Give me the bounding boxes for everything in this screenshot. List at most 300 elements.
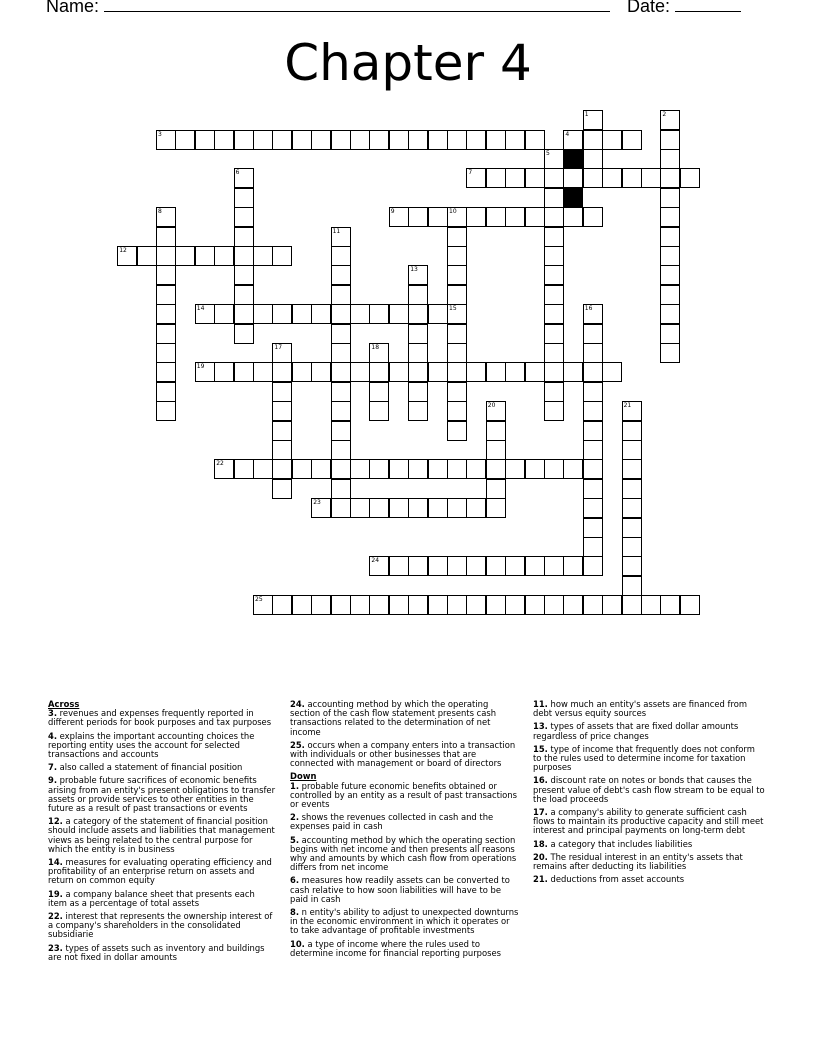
grid-cell[interactable] [544, 285, 564, 305]
grid-cell[interactable] [234, 265, 254, 285]
grid-cell[interactable] [563, 556, 583, 576]
grid-cell[interactable] [544, 188, 564, 208]
clue-item [290, 782, 520, 810]
grid-cell[interactable] [447, 362, 467, 382]
grid-cell[interactable] [234, 459, 254, 479]
grid-cell[interactable] [156, 265, 176, 285]
grid-cell[interactable] [447, 130, 467, 150]
grid-cell[interactable] [214, 304, 234, 324]
grid-cell[interactable] [175, 246, 195, 266]
grid-cell[interactable] [156, 362, 176, 382]
grid-cell[interactable] [234, 362, 254, 382]
black-cell [563, 149, 583, 169]
grid-cell[interactable] [272, 130, 292, 150]
grid-cell[interactable] [622, 518, 642, 538]
clue-number: 12 [119, 247, 127, 254]
grid-cell[interactable] [563, 207, 583, 227]
grid-cell[interactable] [583, 110, 603, 130]
grid-cell[interactable] [466, 556, 486, 576]
grid-cell[interactable] [428, 498, 448, 518]
clue-item [533, 840, 765, 849]
clue-item-text: interest that represents the ownership interest of a company's shareholders in the consolidated subsidiarie [48, 911, 273, 940]
grid-cell[interactable] [544, 149, 564, 169]
grid-cell[interactable] [272, 421, 292, 441]
grid-cell[interactable] [137, 246, 157, 266]
grid-cell[interactable] [350, 595, 370, 615]
clue-item-number: 3. [48, 708, 58, 719]
grid-cell[interactable] [544, 459, 564, 479]
grid-cell[interactable] [117, 246, 137, 266]
grid-cell[interactable] [660, 304, 680, 324]
grid-cell[interactable] [583, 537, 603, 557]
grid-cell[interactable] [272, 362, 292, 382]
grid-cell[interactable] [408, 498, 428, 518]
grid-cell[interactable] [369, 459, 389, 479]
grid-cell[interactable] [525, 207, 545, 227]
grid-cell[interactable] [466, 498, 486, 518]
grid-cell[interactable] [563, 362, 583, 382]
grid-cell[interactable] [214, 246, 234, 266]
grid-cell[interactable] [156, 285, 176, 305]
grid-cell[interactable] [350, 498, 370, 518]
grid-cell[interactable] [583, 168, 603, 188]
grid-cell[interactable] [660, 246, 680, 266]
grid-cell[interactable] [525, 168, 545, 188]
grid-cell[interactable] [583, 382, 603, 402]
grid-cell[interactable] [466, 130, 486, 150]
grid-cell[interactable] [234, 188, 254, 208]
grid-cell[interactable] [369, 595, 389, 615]
grid-cell[interactable] [544, 324, 564, 344]
grid-cell[interactable] [234, 324, 254, 344]
grid-cell[interactable] [660, 130, 680, 150]
grid-cell[interactable] [660, 207, 680, 227]
clue-item-number: 19. [48, 888, 63, 899]
grid-cell[interactable] [253, 362, 273, 382]
grid-cell[interactable] [447, 227, 467, 247]
clue-item-text: The residual interest in an entity's assets that remains after deducting its liabilities [533, 851, 743, 872]
grid-cell[interactable] [525, 130, 545, 150]
grid-cell[interactable] [234, 207, 254, 227]
grid-cell[interactable] [486, 401, 506, 421]
grid-cell[interactable] [583, 304, 603, 324]
grid-cell[interactable] [331, 421, 351, 441]
grid-cell[interactable] [466, 459, 486, 479]
clues-column-1 [48, 700, 276, 966]
grid-cell[interactable] [331, 498, 351, 518]
clue-number: 10 [449, 208, 457, 216]
grid-cell[interactable] [369, 498, 389, 518]
clue-item-number: 16. [533, 775, 548, 786]
grid-cell[interactable] [369, 130, 389, 150]
grid-cell[interactable] [195, 246, 215, 266]
clue-item-text: accounting method by which the operating section of the cash flow statement presents cash transactions related to the determination of net income [290, 699, 496, 737]
clue-item-text: occurs when a company enters into a transaction with individuals or other businesses that are connected with management or board of directors [290, 739, 516, 769]
grid-cell[interactable] [447, 343, 467, 363]
grid-cell[interactable] [447, 382, 467, 402]
grid-cell[interactable] [272, 459, 292, 479]
grid-cell[interactable] [680, 168, 700, 188]
grid-cell[interactable] [583, 556, 603, 576]
clue-item-number: 4. [48, 730, 58, 741]
grid-cell[interactable] [544, 556, 564, 576]
grid-cell[interactable] [369, 382, 389, 402]
grid-cell[interactable] [389, 459, 409, 479]
grid-cell[interactable] [272, 304, 292, 324]
grid-cell[interactable] [447, 595, 467, 615]
grid-cell[interactable] [253, 459, 273, 479]
grid-cell[interactable] [486, 595, 506, 615]
grid-cell[interactable] [331, 343, 351, 363]
grid-cell[interactable] [447, 556, 467, 576]
grid-cell[interactable] [505, 130, 525, 150]
grid-cell[interactable] [195, 362, 215, 382]
grid-cell[interactable] [369, 362, 389, 382]
grid-cell[interactable] [447, 401, 467, 421]
grid-cell[interactable] [156, 401, 176, 421]
grid-cell[interactable] [486, 459, 506, 479]
grid-cell[interactable] [583, 401, 603, 421]
grid-cell[interactable] [331, 246, 351, 266]
grid-cell[interactable] [428, 130, 448, 150]
clue-number: 9 [390, 208, 395, 216]
grid-cell[interactable] [389, 362, 409, 382]
grid-cell[interactable] [408, 459, 428, 479]
grid-cell[interactable] [583, 421, 603, 441]
clue-item [533, 745, 765, 773]
grid-cell[interactable] [311, 130, 331, 150]
clue-number: 3 [158, 130, 162, 138]
grid-cell[interactable] [447, 324, 467, 344]
grid-cell[interactable] [331, 440, 351, 460]
grid-cell[interactable] [660, 324, 680, 344]
clue-item-number: 15. [533, 743, 548, 754]
grid-cell[interactable] [583, 498, 603, 518]
clue-item-text: shows the revenues collected in cash and the expenses paid in cash [290, 812, 494, 832]
grid-cell[interactable] [447, 265, 467, 285]
grid-cell[interactable] [292, 304, 312, 324]
grid-cell[interactable] [447, 421, 467, 441]
grid-cell[interactable] [622, 130, 642, 150]
grid-cell[interactable] [156, 246, 176, 266]
grid-cell[interactable] [253, 304, 273, 324]
grid-cell[interactable] [311, 304, 331, 324]
grid-cell[interactable] [563, 595, 583, 615]
clue-item-number: 18. [533, 838, 548, 849]
grid-cell[interactable] [622, 401, 642, 421]
clue-item-text: measures how readily assets can be converted to cash relative to how soon liabilities will have to be paid in cash [290, 875, 510, 904]
grid-cell[interactable] [350, 459, 370, 479]
clue-number: 23 [313, 499, 321, 507]
grid-cell[interactable] [602, 595, 622, 615]
grid-cell[interactable] [195, 130, 215, 150]
grid-cell[interactable] [525, 595, 545, 615]
grid-cell[interactable] [505, 168, 525, 188]
grid-cell[interactable] [622, 537, 642, 557]
grid-cell[interactable] [311, 362, 331, 382]
clue-item [290, 940, 520, 958]
grid-cell[interactable] [272, 595, 292, 615]
grid-cell[interactable] [447, 246, 467, 266]
grid-cell[interactable] [369, 304, 389, 324]
grid-cell[interactable] [583, 207, 603, 227]
grid-cell[interactable] [156, 304, 176, 324]
grid-cell[interactable] [389, 498, 409, 518]
grid-cell[interactable] [660, 168, 680, 188]
grid-cell[interactable] [486, 556, 506, 576]
grid-cell[interactable] [466, 362, 486, 382]
clue-item [290, 700, 520, 737]
grid-cell[interactable] [311, 498, 331, 518]
grid-cell[interactable] [272, 382, 292, 402]
grid-cell[interactable] [447, 207, 467, 227]
grid-cell[interactable] [583, 440, 603, 460]
grid-cell[interactable] [311, 595, 331, 615]
date-label: Date: [627, 0, 671, 16]
grid-cell[interactable] [544, 343, 564, 363]
grid-cell[interactable] [389, 595, 409, 615]
clue-item [533, 808, 765, 836]
grid-cell[interactable] [331, 479, 351, 499]
grid-cell[interactable] [660, 595, 680, 615]
grid-cell[interactable] [525, 362, 545, 382]
grid-cell[interactable] [350, 304, 370, 324]
grid-cell[interactable] [214, 362, 234, 382]
grid-cell[interactable] [234, 130, 254, 150]
grid-cell[interactable] [660, 149, 680, 169]
grid-cell[interactable] [486, 479, 506, 499]
grid-cell[interactable] [369, 343, 389, 363]
grid-cell[interactable] [331, 382, 351, 402]
grid-cell[interactable] [292, 595, 312, 615]
grid-cell[interactable] [447, 459, 467, 479]
grid-cell[interactable] [214, 130, 234, 150]
grid-cell[interactable] [583, 149, 603, 169]
grid-cell[interactable] [583, 595, 603, 615]
grid-cell[interactable] [408, 265, 428, 285]
grid-cell[interactable] [602, 362, 622, 382]
clue-number: 5 [546, 150, 550, 157]
grid-cell[interactable] [622, 498, 642, 518]
grid-cell[interactable] [331, 265, 351, 285]
grid-cell[interactable] [544, 168, 564, 188]
grid-cell[interactable] [486, 421, 506, 441]
grid-cell[interactable] [234, 246, 254, 266]
grid-cell[interactable] [369, 556, 389, 576]
grid-cell[interactable] [408, 285, 428, 305]
grid-cell[interactable] [563, 459, 583, 479]
grid-cell[interactable] [622, 479, 642, 499]
clues-column-3 [533, 700, 765, 888]
grid-cell[interactable] [660, 343, 680, 363]
grid-cell[interactable] [602, 168, 622, 188]
grid-cell[interactable] [156, 130, 176, 150]
grid-cell[interactable] [331, 304, 351, 324]
grid-cell[interactable] [272, 440, 292, 460]
clue-item-text: a company's ability to generate sufficient cash flows to maintain its productive capacity and still meet interest and principal payments on long-term debt [533, 807, 764, 836]
grid-cell[interactable] [331, 595, 351, 615]
grid-cell[interactable] [583, 459, 603, 479]
grid-cell[interactable] [408, 130, 428, 150]
grid-cell[interactable] [583, 518, 603, 538]
grid-cell[interactable] [408, 556, 428, 576]
grid-cell[interactable] [311, 459, 331, 479]
grid-cell[interactable] [447, 285, 467, 305]
grid-cell[interactable] [234, 304, 254, 324]
grid-cell[interactable] [622, 556, 642, 576]
grid-cell[interactable] [331, 401, 351, 421]
grid-cell[interactable] [641, 168, 661, 188]
grid-cell[interactable] [234, 285, 254, 305]
grid-cell[interactable] [583, 343, 603, 363]
grid-cell[interactable] [544, 362, 564, 382]
grid-cell[interactable] [408, 304, 428, 324]
grid-cell[interactable] [350, 130, 370, 150]
grid-cell[interactable] [389, 130, 409, 150]
clue-item [48, 817, 276, 854]
grid-cell[interactable] [272, 479, 292, 499]
grid-cell[interactable] [331, 324, 351, 344]
grid-cell[interactable] [544, 227, 564, 247]
grid-cell[interactable] [195, 304, 215, 324]
grid-cell[interactable] [331, 285, 351, 305]
grid-cell[interactable] [428, 595, 448, 615]
grid-cell[interactable] [408, 382, 428, 402]
grid-cell[interactable] [466, 207, 486, 227]
grid-cell[interactable] [660, 265, 680, 285]
grid-cell[interactable] [408, 401, 428, 421]
grid-cell[interactable] [234, 168, 254, 188]
grid-cell[interactable] [428, 304, 448, 324]
grid-cell[interactable] [408, 207, 428, 227]
grid-cell[interactable] [408, 324, 428, 344]
grid-cell[interactable] [525, 459, 545, 479]
clue-number: 18 [371, 344, 380, 351]
clue-item-number: 23. [48, 942, 63, 953]
grid-cell[interactable] [466, 595, 486, 615]
grid-cell[interactable] [544, 304, 564, 324]
grid-cell[interactable] [660, 227, 680, 247]
clue-item [48, 732, 276, 760]
grid-cell[interactable] [486, 130, 506, 150]
grid-cell[interactable] [389, 556, 409, 576]
grid-cell[interactable] [253, 130, 273, 150]
grid-cell[interactable] [389, 304, 409, 324]
grid-cell[interactable] [660, 110, 680, 130]
grid-cell[interactable] [466, 168, 486, 188]
grid-cell[interactable] [408, 595, 428, 615]
grid-cell[interactable] [253, 595, 273, 615]
grid-cell[interactable] [272, 343, 292, 363]
clue-item-text: deductions from asset accounts [547, 874, 685, 885]
grid-cell[interactable] [622, 168, 642, 188]
grid-cell[interactable] [544, 246, 564, 266]
grid-cell[interactable] [156, 207, 176, 227]
grid-cell[interactable] [583, 479, 603, 499]
clue-item-number: 22. [48, 911, 63, 922]
grid-cell[interactable] [563, 130, 583, 150]
grid-cell[interactable] [544, 207, 564, 227]
grid-cell[interactable] [408, 343, 428, 363]
grid-cell[interactable] [234, 227, 254, 247]
grid-cell[interactable] [408, 362, 428, 382]
grid-cell[interactable] [369, 401, 389, 421]
grid-cell[interactable] [486, 498, 506, 518]
grid-cell[interactable] [583, 130, 603, 150]
grid-cell[interactable] [505, 207, 525, 227]
grid-cell[interactable] [253, 246, 273, 266]
grid-cell[interactable] [428, 556, 448, 576]
grid-cell[interactable] [428, 207, 448, 227]
grid-cell[interactable] [350, 362, 370, 382]
clue-item [48, 912, 276, 940]
clue-number: 7 [468, 169, 473, 177]
grid-cell[interactable] [525, 556, 545, 576]
grid-cell[interactable] [272, 401, 292, 421]
grid-cell[interactable] [583, 324, 603, 344]
grid-cell[interactable] [544, 401, 564, 421]
grid-cell[interactable] [486, 440, 506, 460]
grid-cell[interactable] [331, 362, 351, 382]
grid-cell[interactable] [331, 459, 351, 479]
grid-cell[interactable] [428, 362, 448, 382]
grid-cell[interactable] [292, 362, 312, 382]
grid-cell[interactable] [563, 168, 583, 188]
grid-cell[interactable] [447, 498, 467, 518]
grid-cell[interactable] [622, 595, 642, 615]
clue-item-number: 11. [533, 699, 548, 709]
grid-cell[interactable] [680, 595, 700, 615]
grid-cell[interactable] [505, 556, 525, 576]
grid-cell[interactable] [389, 207, 409, 227]
grid-cell[interactable] [272, 246, 292, 266]
grid-cell[interactable] [292, 130, 312, 150]
grid-cell[interactable] [175, 130, 195, 150]
grid-cell[interactable] [156, 343, 176, 363]
grid-cell[interactable] [486, 168, 506, 188]
grid-cell[interactable] [156, 227, 176, 247]
grid-cell[interactable] [505, 459, 525, 479]
grid-cell[interactable] [428, 459, 448, 479]
grid-cell[interactable] [214, 459, 234, 479]
grid-cell[interactable] [641, 595, 661, 615]
grid-cell[interactable] [292, 459, 312, 479]
grid-cell[interactable] [156, 324, 176, 344]
grid-cell[interactable] [544, 382, 564, 402]
clue-number: 22 [216, 460, 224, 468]
grid-cell[interactable] [660, 188, 680, 208]
grid-cell[interactable] [660, 285, 680, 305]
grid-cell[interactable] [583, 362, 603, 382]
grid-cell[interactable] [622, 459, 642, 479]
grid-cell[interactable] [602, 130, 622, 150]
grid-cell[interactable] [156, 382, 176, 402]
grid-cell[interactable] [544, 595, 564, 615]
grid-cell[interactable] [622, 576, 642, 596]
grid-cell[interactable] [505, 362, 525, 382]
grid-cell[interactable] [331, 130, 351, 150]
grid-cell[interactable] [622, 440, 642, 460]
grid-cell[interactable] [544, 265, 564, 285]
grid-cell[interactable] [331, 227, 351, 247]
grid-cell[interactable] [447, 304, 467, 324]
grid-cell[interactable] [486, 207, 506, 227]
clues-column-2 [290, 700, 520, 962]
clue-number: 25 [255, 596, 263, 604]
grid-cell[interactable] [622, 421, 642, 441]
grid-cell[interactable] [486, 362, 506, 382]
grid-cell[interactable] [505, 595, 525, 615]
